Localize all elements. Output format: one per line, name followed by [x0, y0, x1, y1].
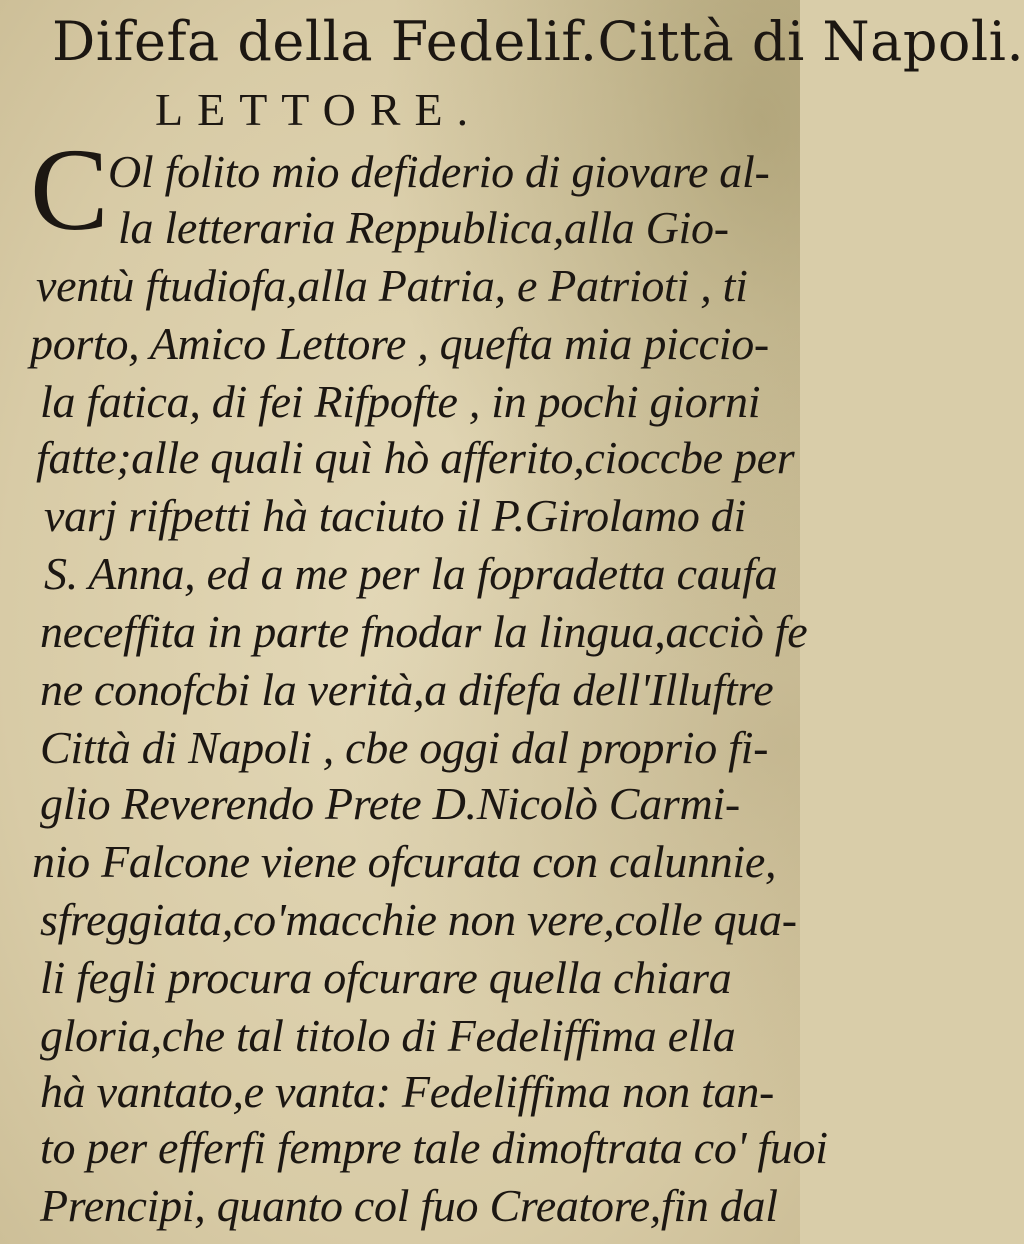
text-line: la fatica, di fei Rifpofte , in pochi giorni [40, 376, 761, 427]
text-line: glio Reverendo Prete D.Nicolò Carmi- [40, 778, 740, 829]
text-line: la letteraria Reppublica,alla Gio- [118, 202, 729, 253]
drop-cap: C [30, 124, 109, 255]
text-line: li fegli procura ofcurare quella chiara [40, 952, 732, 1003]
section-title: LETTORE. [155, 84, 483, 135]
text-line: varj rifpetti hà taciuto il P.Girolamo di [44, 490, 746, 541]
text-line: sfreggiata,co'macchie non vere,colle qua- [40, 894, 797, 945]
text-line: neceffita in parte fnodar la lingua,acciò fe [40, 606, 808, 657]
text-line: to per efferfi fempre tale dimoftrata co' fuoi [40, 1122, 828, 1173]
text-line: ne conofcbi la verità,a difefa dell'Illuftre [40, 664, 774, 715]
text-line: Prencipi, quanto col fuo Creatore,fin dal [40, 1180, 778, 1231]
text-line: S. Anna, ed a me per la fopradetta caufa [44, 548, 778, 599]
text-line: hà vantato,e vanta: Fedeliffima non tan- [40, 1066, 775, 1117]
text-line: gloria,che tal titolo di Fedeliffima ella [40, 1010, 736, 1061]
text-line: Ol folito mio defiderio di giovare al- [108, 146, 770, 197]
text-line: Città di Napoli , cbe oggi dal proprio fi- [40, 722, 769, 773]
running-head: Difefa della Fedelif.Città di Napoli. [52, 10, 1024, 73]
text-line: fatte;alle quali quì hò afferito,cioccbe per [36, 432, 795, 483]
text-line: ventù ftudiofa,alla Patria, e Patrioti , ti [36, 260, 748, 311]
text-line: porto, Amico Lettore , quefta mia piccio- [30, 318, 769, 369]
text-line: nio Falcone viene ofcurata con calunnie, [32, 836, 777, 887]
